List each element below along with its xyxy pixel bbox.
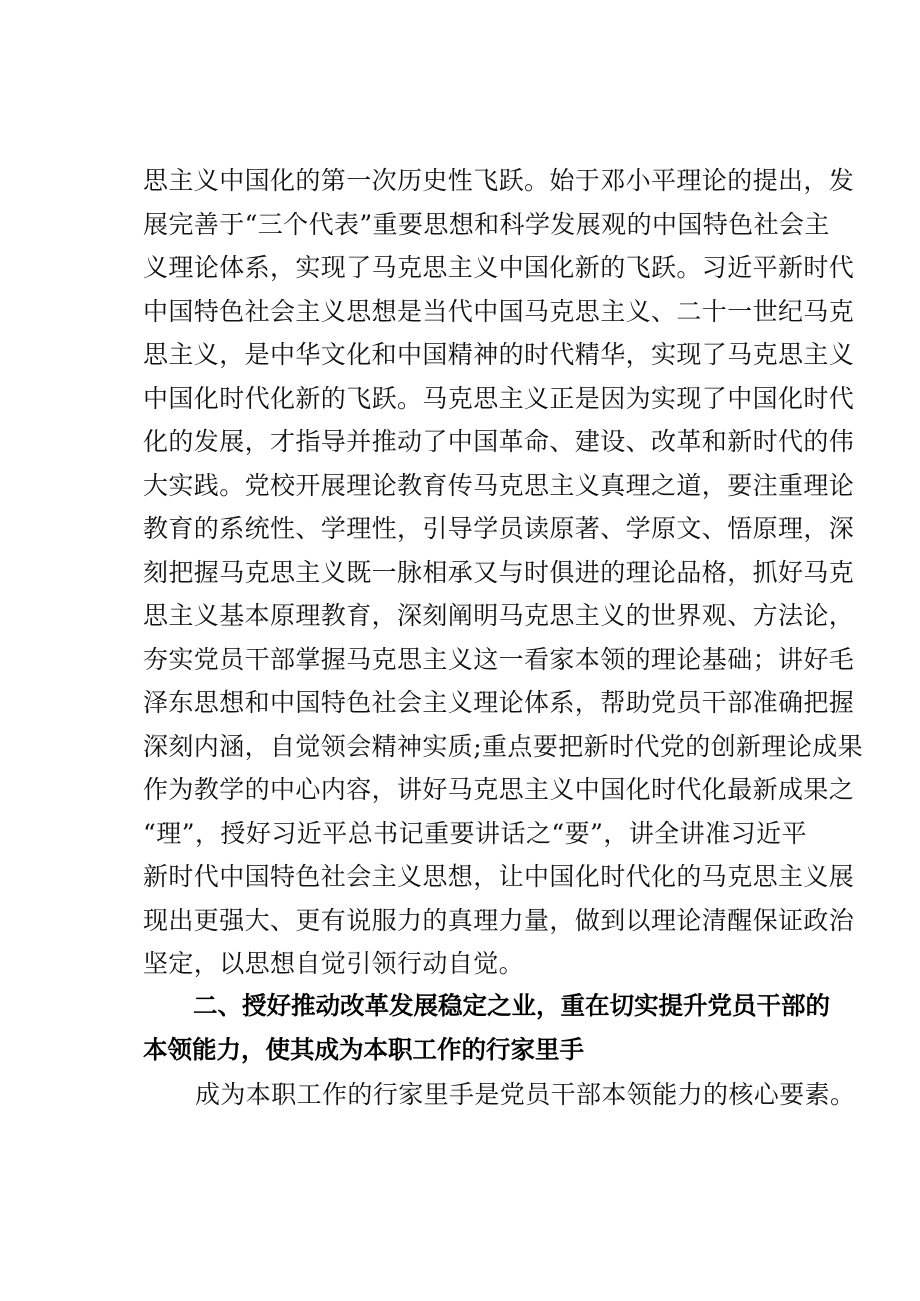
paragraph-line: 泽东思想和中国特色社会主义理论体系，帮助党员干部准确把握: [143, 688, 855, 717]
body-paragraph: [143, 159, 864, 986]
paragraph-line: 坚定，以思想自觉引领行动自觉。: [143, 949, 525, 978]
paragraph-line: 化的发展，才指导并推动了中国革命、建设、改革和新时代的伟: [143, 427, 855, 456]
paragraph-line: 成为本职工作的行家里手是党员干部本领能力的核心要素。: [195, 1080, 856, 1109]
paragraph-line: 大实践。党校开展理论教育传马克思主义真理之道，要注重理论: [143, 470, 855, 500]
paragraph-line: 展完善于“三个代表”重要思想和科学发展观的中国特色社会主: [143, 209, 830, 239]
heading-line: 二、授好推动改革发展稳定之业，重在切实提升党员干部的: [193, 991, 830, 1020]
paragraph-line: 刻把握马克思主义既一脉相承又与时俱进的理论品格，抓好马克: [143, 557, 855, 587]
paragraph-line: 夯实党员干部掌握马克思主义这一看家本领的理论基础；讲好毛: [143, 644, 855, 674]
paragraph-line: 思主义，是中华文化和中国精神的时代精华，实现了马克思主义: [143, 340, 855, 369]
paragraph-line: 思主义中国化的第一次历史性飞跃。始于邓小平理论的提出，发: [143, 166, 855, 195]
paragraph-line: 教育的系统性、学理性，引导学员读原著、学原文、悟原理，深: [143, 514, 855, 543]
paragraph-line: 中国特色社会主义思想是当代中国马克思主义、二十一世纪马克: [143, 296, 855, 326]
section-heading: [143, 984, 830, 1072]
paragraph-line: 作为教学的中心内容，讲好马克思主义中国化时代化最新成果之: [143, 775, 855, 804]
paragraph-line: 思主义基本原理教育，深刻阐明马克思主义的世界观、方法论，: [143, 601, 855, 630]
paragraph-line: 中国化时代化新的飞跃。马克思主义正是因为实现了中国化时代: [143, 383, 855, 413]
heading-line: 本领能力，使其成为本职工作的行家里手: [143, 1035, 584, 1064]
paragraph-line: 新时代中国特色社会主义思想，让中国化时代化的马克思主义展: [143, 862, 855, 891]
paragraph-line: 现出更强大、更有说服力的真理力量，做到以理论清醒保证政治: [143, 905, 855, 935]
paragraph-line: “理”，授好习近平总书记重要讲话之“要”，讲全讲准习近平: [143, 818, 807, 848]
paragraph-line: 深刻内涵，自觉领会精神实质;重点要把新时代党的创新理论成果: [143, 731, 864, 761]
next-paragraph: [143, 1073, 856, 1117]
paragraph-line: 义理论体系，实现了马克思主义中国化新的飞跃。习近平新时代: [143, 253, 855, 282]
